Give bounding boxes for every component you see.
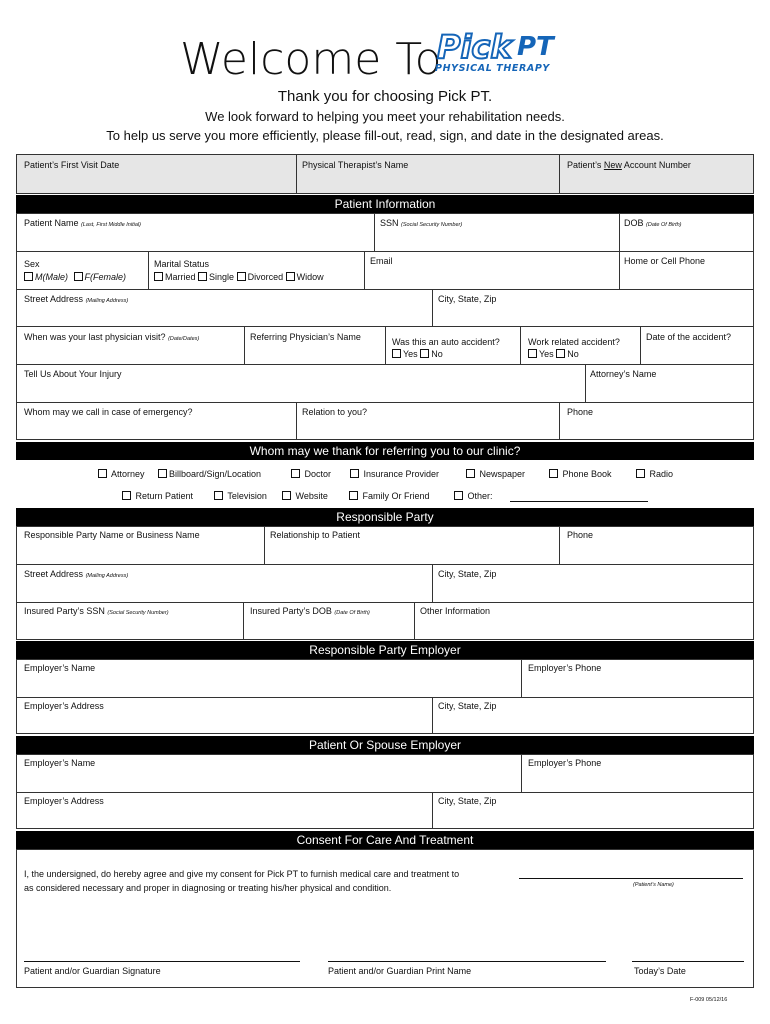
- city-label: City, State, Zip: [438, 294, 497, 304]
- checkbox[interactable]: [636, 469, 645, 478]
- rp-relationship-label: Relationship to Patient: [270, 530, 361, 540]
- spouse-employer-city-label: City, State, Zip: [438, 796, 497, 806]
- auto-accident-options: Yes No: [392, 349, 443, 359]
- referral-header: Whom may we thank for referring you to our clinic?: [16, 442, 754, 460]
- checkbox[interactable]: [466, 469, 475, 478]
- rp-employer-phone-label: Employer’s Phone: [528, 663, 602, 673]
- email-label: Email: [370, 256, 393, 266]
- patient-name-label: Patient Name (Last, First Middle Initial): [24, 218, 141, 228]
- referral-radio-option[interactable]: Radio: [636, 469, 673, 479]
- spouse-employer-header: Patient Or Spouse Employer: [16, 736, 754, 754]
- sex-options: M(Male) F(Female): [24, 272, 126, 282]
- print-name-field[interactable]: [328, 961, 606, 962]
- injury-label: Tell Us About Your Injury: [24, 369, 122, 379]
- patient-information-header: Patient Information: [16, 195, 754, 213]
- referral-return-patient-option[interactable]: Return Patient: [122, 491, 193, 501]
- intro-line-1: Thank you for choosing Pick PT.: [277, 88, 493, 105]
- marital-options: Married Single Divorced Widow: [154, 272, 324, 282]
- checkbox[interactable]: [454, 491, 463, 500]
- dob-label: DOB (Date Of Birth): [624, 218, 682, 228]
- spouse-employer-address-label: Employer’s Address: [24, 796, 104, 806]
- first-visit-field[interactable]: [17, 172, 295, 193]
- rp-employer-city-label: City, State, Zip: [438, 701, 497, 711]
- referral-family-option[interactable]: Family Or Friend: [349, 491, 430, 501]
- responsible-party-header: Responsible Party: [16, 508, 754, 526]
- referral-other-field[interactable]: [510, 501, 648, 502]
- intro-line-2: We look forward to helping you meet your rehabilitation needs.: [205, 109, 565, 124]
- work-accident-options: Yes No: [528, 349, 579, 359]
- account-number-field[interactable]: [560, 172, 753, 193]
- checkbox[interactable]: [98, 469, 107, 478]
- svg-text:Pick: Pick: [437, 28, 512, 66]
- widow-checkbox[interactable]: [286, 272, 295, 281]
- consent-header: Consent For Care And Treatment: [16, 831, 754, 849]
- rp-phone-label: Phone: [567, 530, 594, 540]
- checkbox[interactable]: [549, 469, 558, 478]
- consent-patient-name-field[interactable]: [519, 878, 743, 879]
- responsible-party-grid: [16, 526, 754, 640]
- consent-text-line-1: I, the undersigned, do hereby agree and give my consent for Pick PT to furnish medical care and treatment to: [24, 869, 460, 879]
- checkbox[interactable]: [122, 491, 131, 500]
- rp-street-label: Street Address (Mailing Address): [24, 569, 129, 579]
- first-visit-label: Patient’s First Visit Date: [24, 160, 120, 170]
- rp-name-label: Responsible Party Name or Business Name: [24, 530, 200, 540]
- referral-other-option[interactable]: Other:: [454, 491, 493, 501]
- referral-newspaper-option[interactable]: Newspaper: [466, 469, 525, 479]
- street-label: Street Address (Mailing Address): [24, 294, 129, 304]
- referral-billboard-option[interactable]: Billboard/Sign/Location: [158, 469, 261, 479]
- auto-yes-checkbox[interactable]: [392, 349, 401, 358]
- emergency-contact-label: Whom may we call in case of emergency?: [24, 407, 193, 417]
- consent-text-line-2: as considered necessary and proper in diagnosing or treating his/her physical and condition.: [24, 883, 392, 893]
- referral-doctor-option[interactable]: Doctor: [291, 469, 331, 479]
- checkbox[interactable]: [291, 469, 300, 478]
- checkbox[interactable]: [349, 491, 358, 500]
- female-checkbox[interactable]: [74, 272, 83, 281]
- rp-city-label: City, State, Zip: [438, 569, 497, 579]
- signature-label: Patient and/or Guardian Signature: [24, 966, 161, 976]
- therapist-field[interactable]: [297, 172, 558, 193]
- spouse-employer-name-label: Employer’s Name: [24, 758, 96, 768]
- ssn-label: SSN (Social Security Number): [380, 218, 463, 228]
- rp-employer-name-label: Employer’s Name: [24, 663, 96, 673]
- rp-ssn-label: Insured Party’s SSN (Social Security Number): [24, 606, 169, 616]
- auto-no-checkbox[interactable]: [420, 349, 429, 358]
- emergency-phone-label: Phone: [567, 407, 594, 417]
- svg-text:PHYSICAL THERAPY: PHYSICAL THERAPY: [435, 63, 550, 74]
- auto-accident-label: Was this an auto accident?: [392, 337, 500, 347]
- phone-label: Home or Cell Phone: [624, 256, 706, 266]
- referral-insurance-option[interactable]: Insurance Provider: [350, 469, 439, 479]
- last-visit-label: When was your last physician visit? (Date/Dates): [24, 332, 200, 342]
- date-field[interactable]: [632, 961, 744, 962]
- date-label: Today’s Date: [634, 966, 686, 976]
- checkbox[interactable]: [158, 469, 167, 478]
- checkbox[interactable]: [282, 491, 291, 500]
- patient-name-hint: (Patient’s Name): [633, 882, 674, 888]
- attorney-label: Attorney’s Name: [590, 369, 657, 379]
- signature-field[interactable]: [24, 961, 300, 962]
- single-checkbox[interactable]: [198, 272, 207, 281]
- checkbox[interactable]: [350, 469, 359, 478]
- work-no-checkbox[interactable]: [556, 349, 565, 358]
- relation-label: Relation to you?: [302, 407, 368, 417]
- rp-other-label: Other Information: [420, 606, 491, 616]
- spouse-employer-phone-label: Employer’s Phone: [528, 758, 602, 768]
- page-title: Welcome To: [180, 34, 442, 85]
- referral-phonebook-option[interactable]: Phone Book: [549, 469, 612, 479]
- pick-pt-logo: [433, 28, 573, 76]
- rp-employer-address-label: Employer’s Address: [24, 701, 104, 711]
- rp-dob-label: Insured Party’s DOB (Date Of Birth): [250, 606, 370, 616]
- work-yes-checkbox[interactable]: [528, 349, 537, 358]
- divorced-checkbox[interactable]: [237, 272, 246, 281]
- print-name-label: Patient and/or Guardian Print Name: [328, 966, 472, 976]
- form-code: F-009 05/12/16: [690, 997, 728, 1003]
- intro-line-3: To help us serve you more efficiently, please fill-out, read, sign, and date in the designated areas.: [106, 128, 664, 143]
- rp-employer-header: Responsible Party Employer: [16, 641, 754, 659]
- referring-physician-label: Referring Physician’s Name: [250, 332, 361, 342]
- checkbox[interactable]: [214, 491, 223, 500]
- sex-label: Sex: [24, 259, 40, 269]
- referral-website-option[interactable]: Website: [282, 491, 328, 501]
- accident-date-label: Date of the accident?: [646, 332, 732, 342]
- therapist-label: Physical Therapist’s Name: [302, 160, 409, 170]
- account-number-label: Patient’s New Account Number: [567, 160, 691, 170]
- marital-status-label: Marital Status: [154, 259, 210, 269]
- referral-television-option[interactable]: Television: [214, 491, 267, 501]
- married-checkbox[interactable]: [154, 272, 163, 281]
- referral-attorney-option[interactable]: Attorney: [98, 469, 145, 479]
- svg-text:PT: PT: [517, 32, 554, 62]
- male-checkbox[interactable]: [24, 272, 33, 281]
- work-accident-label: Work related accident?: [528, 337, 620, 347]
